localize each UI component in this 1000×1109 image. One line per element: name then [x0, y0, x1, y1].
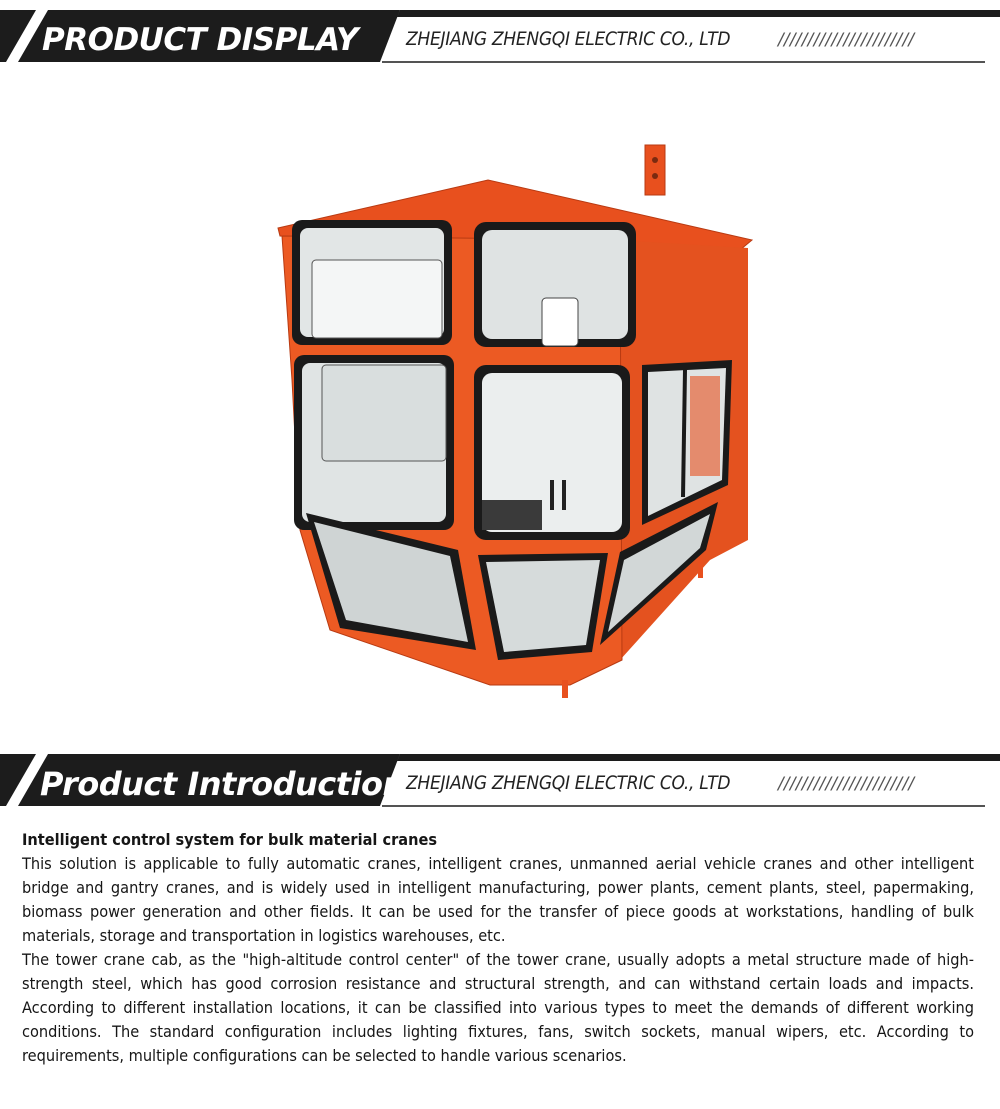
introduction-heading: Intelligent control system for bulk material cranes [22, 830, 438, 849]
product-display-banner [0, 10, 1000, 70]
section-title: PRODUCT DISPLAY [42, 22, 358, 58]
product-introduction-banner [0, 754, 1000, 814]
introduction-paragraph-1: This solution is applicable to fully automatic cranes, intelligent cranes, unmanned aerial vehicle cranes and other intelligent bridge and gantry cranes, and is widely used in intelligent manufacturing, power plants, cement plants, steel, papermaking, biomass power generation and other fields. It can be used for the transfer of piece goods at workstations, handling of bulk materials, storage and transportation in logistics warehouses, etc. [22, 854, 974, 945]
company-name: ZHEJIANG ZHENGQI ELECTRIC CO., LTD [406, 28, 731, 50]
introduction-paragraph-2: The tower crane cab, as the "high-altitude control center" of the tower crane, usually adopts a metal structure made of high-strength steel, which has good corrosion resistance and structural strength, and can withstand certain loads and impacts. According to different installation locations, it can be classified into various types to meet the demands of different working conditions. The standard configuration includes lighting fixtures, fans, switch sockets, manual wipers, etc. According to requirements, multiple configurations can be selected to handle various scenarios. [22, 950, 974, 1065]
crane-cab-image [270, 140, 760, 700]
company-name: ZHEJIANG ZHENGQI ELECTRIC CO., LTD [406, 772, 731, 794]
decorative-slashes: /////////////////////// [778, 774, 915, 794]
section-title: Product Introduction [40, 765, 405, 803]
introduction-text [22, 828, 974, 1068]
decorative-slashes: /////////////////////// [778, 30, 915, 50]
